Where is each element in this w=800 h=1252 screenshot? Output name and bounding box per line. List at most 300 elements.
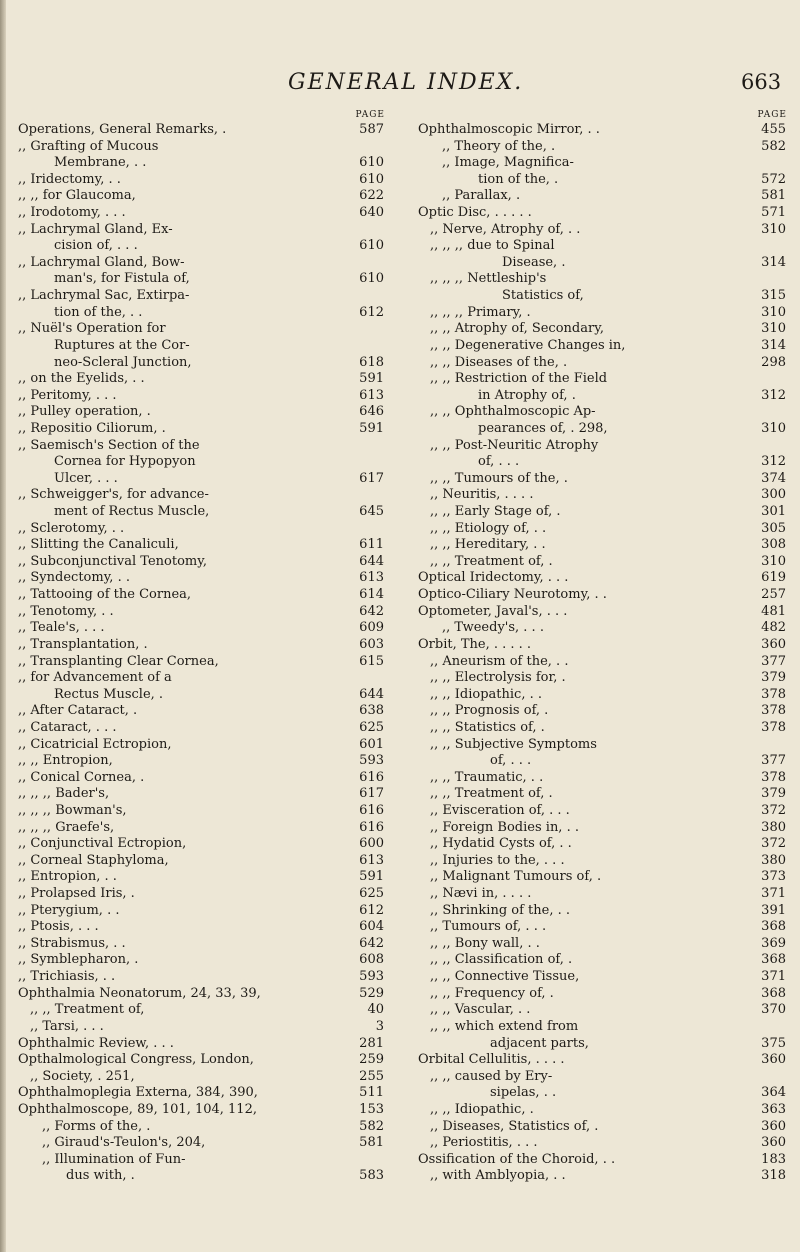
entry-text: ,, Irodotomy, . . . — [18, 205, 126, 221]
entry-text: ,, with Amblyopia, . . — [430, 1168, 566, 1184]
entry-text: ,, ,, Early Stage of, . — [430, 504, 561, 520]
entry-page-number: 255 — [359, 1068, 384, 1084]
entry-page-number: 593 — [359, 753, 384, 769]
entry-text: ,, ,, ,, Bader's, — [18, 786, 110, 802]
entry-text: ,, ,, for Glaucoma, — [18, 188, 136, 204]
index-entry — [418, 537, 792, 554]
entry-page-number: 600 — [359, 836, 384, 852]
entry-page-number: 613 — [359, 387, 384, 403]
entry-text: ,, ,, ,, due to Spinal — [430, 238, 555, 254]
entry-text: ,, Repositio Ciliorum, . — [18, 420, 166, 436]
index-entry — [18, 338, 390, 355]
entry-page-number: 625 — [359, 719, 384, 735]
index-entry — [18, 537, 390, 554]
entry-text: Optico-Ciliary Neurotomy, . . — [418, 587, 607, 603]
entry-page-number: 581 — [359, 1135, 384, 1151]
index-entry — [418, 521, 792, 538]
entry-page-number: 312 — [761, 454, 786, 470]
index-entry — [418, 869, 792, 886]
entry-page-number: 610 — [359, 155, 384, 171]
entry-text: ,, ,, Atrophy of, Secondary, — [430, 321, 604, 337]
index-entry — [18, 122, 390, 139]
index-entry — [418, 371, 792, 388]
index-entry — [418, 155, 792, 172]
entry-page-number: 378 — [761, 769, 786, 785]
entry-text: ,, Transplanting Clear Cornea, — [18, 653, 219, 669]
entry-page-number: 511 — [359, 1085, 384, 1101]
entry-page-number: 603 — [359, 636, 384, 652]
entry-text: Orbital Cellulitis, . . . . — [418, 1052, 565, 1068]
index-entry — [418, 355, 792, 372]
entry-text: ,, Nerve, Atrophy of, . . — [430, 221, 581, 237]
entry-page-number: 619 — [761, 570, 786, 586]
entry-text: ,, Cataract, . . . — [18, 719, 117, 735]
entry-page-number: 582 — [359, 1118, 384, 1134]
entry-page-number: 618 — [359, 354, 384, 370]
index-entry — [18, 487, 390, 504]
index-entry — [18, 1152, 390, 1169]
entry-text: ,, Trichiasis, . . — [18, 969, 116, 985]
index-entry — [418, 454, 792, 471]
index-entry — [418, 620, 792, 637]
entry-page-number: 370 — [761, 1002, 786, 1018]
entry-page-number: 617 — [359, 470, 384, 486]
entry-page-number: 375 — [761, 1035, 786, 1051]
index-entry — [418, 1119, 792, 1136]
entry-text: Ossification of the Choroid, . . — [418, 1151, 616, 1167]
entry-text: ,, Tweedy's, . . . — [442, 620, 544, 636]
entry-page-number: 310 — [761, 221, 786, 237]
index-entry — [418, 255, 792, 272]
entry-page-number: 615 — [359, 653, 384, 669]
entry-page-number: 604 — [359, 919, 384, 935]
index-entry — [18, 172, 390, 189]
entry-text: ,, Slitting the Canaliculi, — [18, 537, 179, 553]
index-entry — [18, 869, 390, 886]
index-entry — [418, 919, 792, 936]
entry-page-number: 372 — [761, 802, 786, 818]
entry-page-number: 380 — [761, 819, 786, 835]
entry-page-number: 587 — [359, 122, 384, 137]
entry-page-number: 310 — [761, 321, 786, 337]
column-page-label: PAGE — [757, 110, 787, 120]
index-entry — [18, 654, 390, 671]
index-column-left — [18, 110, 390, 1185]
entry-text: ,, for Advancement of a — [18, 670, 172, 686]
index-entry — [418, 853, 792, 870]
entry-text: ,, ,, Idiopathic, . — [430, 1101, 534, 1117]
entry-page-number: 318 — [761, 1168, 786, 1184]
index-entry — [18, 886, 390, 903]
entry-page-number: 529 — [359, 985, 384, 1001]
entry-page-number: 601 — [359, 736, 384, 752]
entry-text: Ulcer, . . . — [54, 470, 118, 486]
index-entry — [18, 737, 390, 754]
entry-text: ,, ,, caused by Ery- — [430, 1068, 553, 1084]
entry-page-number: 315 — [761, 288, 786, 304]
index-entry — [418, 604, 792, 621]
entry-text: ,, Schweigger's, for advance- — [18, 487, 209, 503]
index-entry — [418, 903, 792, 920]
index-entry — [418, 1052, 792, 1069]
entry-page-number: 610 — [359, 171, 384, 187]
entry-page-number: 257 — [761, 587, 786, 603]
entry-page-number: 609 — [359, 620, 384, 636]
entry-page-number: 379 — [761, 786, 786, 802]
index-entry — [18, 1052, 390, 1069]
entry-page-number: 305 — [761, 520, 786, 536]
index-entry — [418, 986, 792, 1003]
entry-page-number: 642 — [359, 603, 384, 619]
entry-text: sipelas, . . — [490, 1085, 557, 1101]
index-entry — [18, 238, 390, 255]
index-entry — [18, 1036, 390, 1053]
entry-text: ,, Illumination of Fun- — [42, 1151, 186, 1167]
entry-page-number: 613 — [359, 570, 384, 586]
entry-page-number: 610 — [359, 238, 384, 254]
entry-page-number: 614 — [359, 587, 384, 603]
index-entry — [418, 936, 792, 953]
entry-text: Optic Disc, . . . . . — [418, 205, 532, 221]
entry-text: ,, Foreign Bodies in, . . — [430, 819, 579, 835]
entry-page-number: 363 — [761, 1101, 786, 1117]
entry-page-number: 644 — [359, 553, 384, 569]
index-entry — [418, 587, 792, 604]
index-entry — [18, 753, 390, 770]
entry-text: Ophthalmoscopic Mirror, . . — [418, 122, 600, 137]
entry-page-number: 368 — [761, 985, 786, 1001]
index-entry — [18, 853, 390, 870]
index-entry — [18, 1135, 390, 1152]
index-entry — [18, 1085, 390, 1102]
index-entry — [18, 288, 390, 305]
entry-text: ,, on the Eyelids, . . — [18, 371, 145, 387]
entry-text: ,, Syndectomy, . . — [18, 570, 130, 586]
entry-page-number: 617 — [359, 786, 384, 802]
entry-page-number: 645 — [359, 504, 384, 520]
entry-text: adjacent parts, — [490, 1035, 589, 1051]
entry-text: ,, Grafting of Mucous — [18, 138, 159, 154]
index-entry — [18, 1168, 390, 1185]
index-entry — [418, 471, 792, 488]
entry-page-number: 368 — [761, 952, 786, 968]
entry-text: ,, ,, Tumours of the, . — [430, 470, 568, 486]
entry-page-number: 360 — [761, 636, 786, 652]
entry-text: ,, ,, Post-Neuritic Atrophy — [430, 437, 599, 453]
entry-text: ,, ,, Degenerative Changes in, — [430, 337, 626, 353]
index-entry — [418, 770, 792, 787]
index-entry — [418, 205, 792, 222]
entry-text: ,, ,, Classification of, . — [430, 952, 573, 968]
index-entry — [18, 438, 390, 455]
entry-text: ,, Corneal Staphyloma, — [18, 852, 169, 868]
entry-page-number: 625 — [359, 886, 384, 902]
index-column-right — [418, 110, 792, 1185]
index-entry — [418, 720, 792, 737]
index-entry — [18, 1002, 390, 1019]
entry-page-number: 380 — [761, 852, 786, 868]
entry-text: ,, Periostitis, . . . — [430, 1135, 538, 1151]
entry-text: ,, ,, Treatment of, . — [430, 786, 553, 802]
entry-text: ,, Shrinking of the, . . — [430, 902, 571, 918]
entry-page-number: 593 — [359, 969, 384, 985]
entry-text: ,, ,, Bony wall, . . — [430, 935, 540, 951]
index-entry — [18, 504, 390, 521]
index-entry — [18, 139, 390, 156]
entry-text: ,, ,, Idiopathic, . . — [430, 686, 543, 702]
index-entry — [18, 271, 390, 288]
entry-page-number: 153 — [359, 1101, 384, 1117]
entry-page-number: 298 — [761, 354, 786, 370]
entry-page-number: 581 — [761, 188, 786, 204]
index-entry — [418, 952, 792, 969]
entry-text: ,, ,, Ophthalmoscopic Ap- — [430, 404, 596, 420]
entry-page-number: 368 — [761, 919, 786, 935]
entry-text: ,, ,, ,, Graefe's, — [18, 819, 115, 835]
entry-page-number: 378 — [761, 719, 786, 735]
entry-text: ,, Conjunctival Ectropion, — [18, 836, 187, 852]
entry-page-number: 301 — [761, 504, 786, 520]
entry-text: ,, Pterygium, . . — [18, 902, 120, 918]
index-entry — [418, 637, 792, 654]
entry-text: ,, Image, Magnifica- — [442, 155, 574, 171]
index-entry — [18, 687, 390, 704]
entry-page-number: 310 — [761, 420, 786, 436]
entry-text: ,, Tarsi, . . . — [30, 1018, 104, 1034]
entry-page-number: 642 — [359, 935, 384, 951]
index-entry — [18, 404, 390, 421]
entry-page-number: 259 — [359, 1052, 384, 1068]
index-entry — [18, 670, 390, 687]
entry-text: ,, ,, ,, Primary, . — [430, 304, 531, 320]
index-entry — [18, 1119, 390, 1136]
entry-page-number: 310 — [761, 553, 786, 569]
index-entry — [18, 919, 390, 936]
entry-text: Statistics of, — [502, 288, 584, 304]
index-entry — [418, 1002, 792, 1019]
entry-text: ,, Nævi in, . . . . — [430, 886, 532, 902]
entry-page-number: 612 — [359, 902, 384, 918]
index-entry — [18, 952, 390, 969]
page-spine-shadow — [0, 0, 6, 1252]
entry-text: cision of, . . . — [54, 238, 138, 254]
entry-text: ,, Ptosis, . . . — [18, 919, 99, 935]
entry-page-number: 612 — [359, 304, 384, 320]
entry-text: Rectus Muscle, . — [54, 686, 164, 702]
entry-text: Optical Iridectomy, . . . — [418, 570, 569, 586]
index-entry — [418, 1085, 792, 1102]
entry-text: ,, ,, Hereditary, . . — [430, 537, 546, 553]
entry-page-number: 591 — [359, 420, 384, 436]
entry-text: ,, ,, Frequency of, . — [430, 985, 554, 1001]
index-entry — [418, 969, 792, 986]
entry-page-number: 571 — [761, 205, 786, 221]
index-entry — [18, 554, 390, 571]
entry-page-number: 314 — [761, 254, 786, 270]
entry-text: ,, ,, Subjective Symptoms — [430, 736, 597, 752]
entry-page-number: 360 — [761, 1118, 786, 1134]
entry-text: ,, Hydatid Cysts of, . . — [430, 836, 572, 852]
entry-text: ,, ,, Treatment of, . — [430, 553, 553, 569]
entry-text: ,, Peritomy, . . . — [18, 387, 117, 403]
index-entry — [418, 836, 792, 853]
index-entry — [418, 570, 792, 587]
index-entry — [18, 786, 390, 803]
index-entry — [418, 1019, 792, 1036]
entry-page-number: 608 — [359, 952, 384, 968]
entry-text: ,, ,, Diseases of the, . — [430, 354, 568, 370]
index-entry — [18, 936, 390, 953]
entry-text: ment of Rectus Muscle, — [54, 504, 210, 520]
index-entry — [18, 1069, 390, 1086]
entry-text: Opthalmological Congress, London, — [18, 1052, 254, 1068]
index-entry — [18, 255, 390, 272]
entry-text: ,, After Cataract, . — [18, 703, 138, 719]
entry-text: Ophthalmoplegia Externa, 384, 390, — [18, 1085, 258, 1101]
entry-page-number: 379 — [761, 670, 786, 686]
index-entry — [18, 570, 390, 587]
entry-text: ,, ,, Treatment of, — [30, 1002, 145, 1018]
index-entry — [418, 222, 792, 239]
entry-page-number: 312 — [761, 387, 786, 403]
index-entry — [18, 155, 390, 172]
entry-text: ,, Nuël's Operation for — [18, 321, 166, 337]
entry-text: ,, Tumours of, . . . — [430, 919, 547, 935]
entry-text: ,, ,, Entropion, — [18, 753, 113, 769]
index-entry — [418, 654, 792, 671]
entry-page-number: 611 — [359, 537, 384, 553]
index-entry — [418, 139, 792, 156]
entry-page-number: 391 — [761, 902, 786, 918]
entry-text: pearances of, . 298, — [478, 420, 608, 436]
index-entry — [418, 288, 792, 305]
running-head — [0, 70, 800, 100]
index-entry — [18, 421, 390, 438]
index-entry — [18, 720, 390, 737]
entry-text: ,, Lachrymal Gland, Ex- — [18, 221, 173, 237]
index-entry — [18, 321, 390, 338]
index-entry — [418, 338, 792, 355]
index-entry — [418, 737, 792, 754]
entry-text: ,, ,, ,, Bowman's, — [18, 802, 127, 818]
index-entry — [418, 886, 792, 903]
entry-text: Ophthalmoscope, 89, 101, 104, 112, — [18, 1101, 257, 1117]
entry-page-number: 374 — [761, 470, 786, 486]
entry-text: ,, Teale's, . . . — [18, 620, 105, 636]
entry-text: ,, ,, ,, Nettleship's — [430, 271, 547, 287]
index-entry — [18, 770, 390, 787]
entry-page-number: 371 — [761, 969, 786, 985]
entry-text: ,, Sclerotomy, . . — [18, 520, 125, 536]
index-entry — [418, 1036, 792, 1053]
index-entry — [18, 1102, 390, 1119]
entry-text: ,, ,, Vascular, . . — [430, 1002, 531, 1018]
entry-text: ,, ,, Electrolysis for, . — [430, 670, 566, 686]
entry-text: man's, for Fistula of, — [54, 271, 190, 287]
page-number: 663 — [741, 70, 782, 94]
entry-page-number: 583 — [359, 1168, 384, 1184]
entry-page-number: 377 — [761, 653, 786, 669]
entry-text: ,, Forms of the, . — [42, 1118, 151, 1134]
entry-page-number: 640 — [359, 205, 384, 221]
index-entry — [418, 321, 792, 338]
entry-page-number: 616 — [359, 819, 384, 835]
entry-text: Ophthalmic Review, . . . — [18, 1035, 174, 1051]
entry-text: ,, Subconjunctival Tenotomy, — [18, 553, 207, 569]
entry-text: ,, Neuritis, . . . . — [430, 487, 534, 503]
entry-text: ,, Society, . 251, — [30, 1068, 135, 1084]
entry-page-number: 40 — [367, 1002, 384, 1018]
index-entry — [418, 172, 792, 189]
entry-page-number: 3 — [375, 1018, 384, 1034]
index-entry — [18, 986, 390, 1003]
entry-text: Cornea for Hypopyon — [54, 454, 196, 470]
index-entry — [18, 471, 390, 488]
entry-page-number: 646 — [359, 404, 384, 420]
index-entry — [418, 703, 792, 720]
entry-text: ,, ,, Traumatic, . . — [430, 769, 544, 785]
entry-page-number: 372 — [761, 836, 786, 852]
entry-text: ,, Saemisch's Section of the — [18, 437, 200, 453]
entry-page-number: 591 — [359, 869, 384, 885]
entry-text: ,, Tenotomy, . . — [18, 603, 114, 619]
entry-text: ,, Tattooing of the Cornea, — [18, 587, 192, 603]
entry-page-number: 481 — [761, 603, 786, 619]
index-entry — [18, 587, 390, 604]
entry-text: ,, Symblepharon, . — [18, 952, 139, 968]
index-entry — [18, 1019, 390, 1036]
index-entry — [418, 1102, 792, 1119]
entry-text: Membrane, . . — [54, 155, 147, 171]
entry-text: ,, Iridectomy, . . — [18, 171, 121, 187]
entry-page-number: 364 — [761, 1085, 786, 1101]
entry-text: of, . . . — [490, 753, 532, 769]
entry-text: ,, Pulley operation, . — [18, 404, 151, 420]
entry-page-number: 616 — [359, 802, 384, 818]
index-entry — [418, 786, 792, 803]
entry-text: ,, Parallax, . — [442, 188, 521, 204]
index-entry — [418, 554, 792, 571]
entry-text: ,, Lachrymal Sac, Extirpa- — [18, 288, 190, 304]
entry-page-number: 644 — [359, 686, 384, 702]
index-entry — [418, 1168, 792, 1185]
index-entry — [18, 703, 390, 720]
index-entry — [18, 836, 390, 853]
entry-text: ,, Transplantation, . — [18, 636, 148, 652]
entry-text: tion of the, . — [478, 171, 559, 187]
entry-text: ,, ,, Statistics of, . — [430, 719, 545, 735]
entry-page-number: 378 — [761, 703, 786, 719]
entry-text: ,, Theory of the, . — [442, 138, 556, 154]
index-entry — [18, 969, 390, 986]
column-page-label: PAGE — [355, 110, 385, 120]
entry-page-number: 616 — [359, 769, 384, 785]
entry-page-number: 371 — [761, 886, 786, 902]
entry-page-number: 369 — [761, 935, 786, 951]
index-entry — [18, 620, 390, 637]
index-entry — [18, 521, 390, 538]
index-entry — [18, 205, 390, 222]
entry-text: ,, Cicatricial Ectropion, — [18, 736, 172, 752]
index-entry — [418, 271, 792, 288]
entry-text: ,, Conical Cornea, . — [18, 769, 145, 785]
entry-text: ,, ,, which extend from — [430, 1018, 579, 1034]
index-entry — [418, 687, 792, 704]
entry-text: ,, Evisceration of, . . . — [430, 802, 570, 818]
entry-text: dus with, . — [66, 1168, 135, 1184]
index-entry — [18, 305, 390, 322]
entry-text: ,, Prolapsed Iris, . — [18, 886, 135, 902]
